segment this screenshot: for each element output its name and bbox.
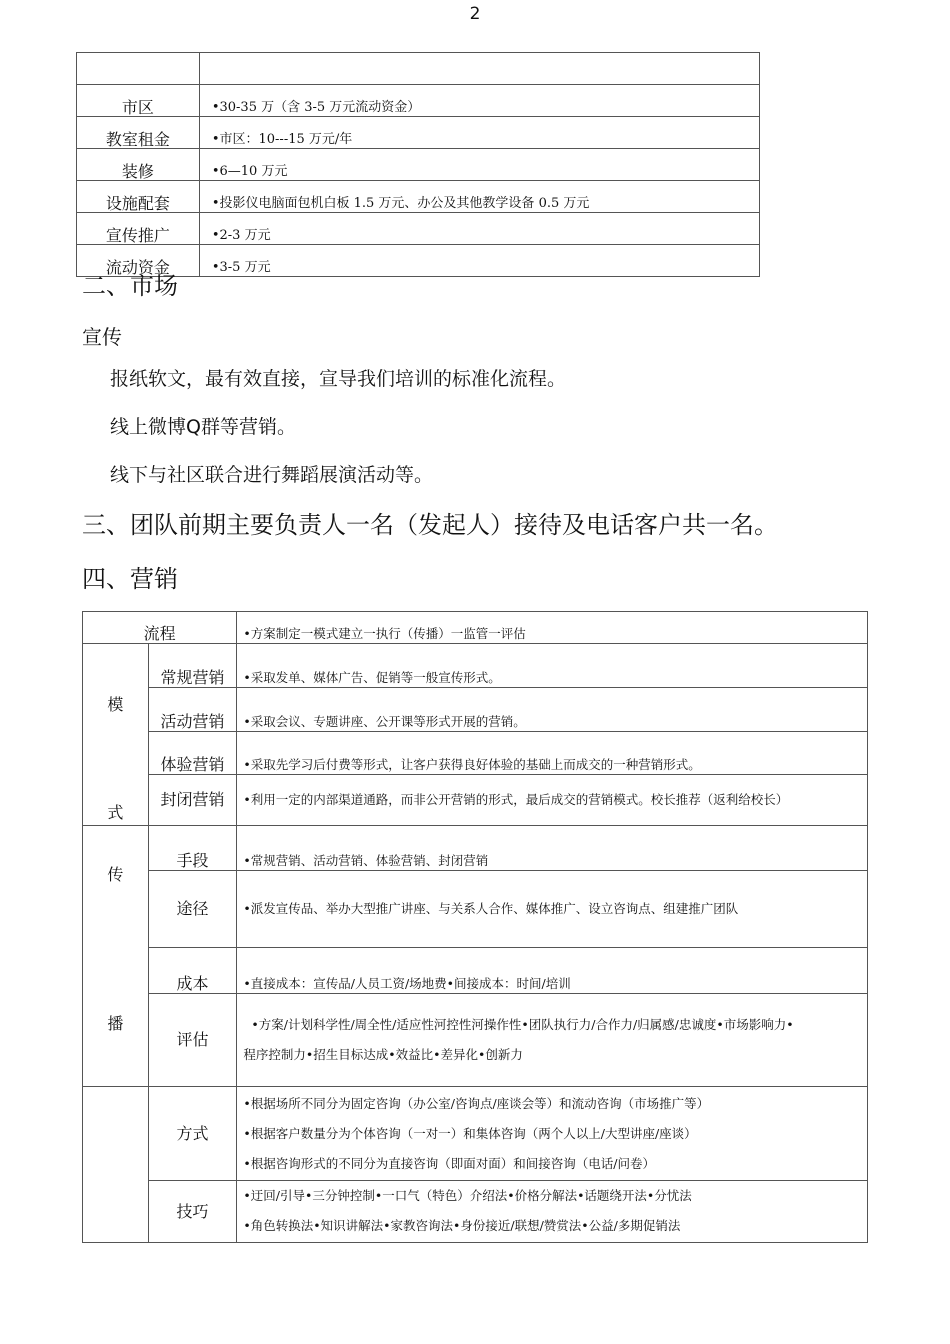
table-row xyxy=(83,826,868,871)
cost-label: 装修 xyxy=(77,149,200,181)
section-heading-marketing: 四、营销 xyxy=(82,565,178,593)
table-row xyxy=(77,149,760,181)
spread-label: 手段 xyxy=(148,826,237,871)
consult-value-line: •根据场所不同分为固定咨询（办公室/咨询点/座谈会等）和流动咨询（市场推广等） xyxy=(243,1096,710,1111)
cost-value: •投影仪电脑面包机白板 1.5 万元、办公及其他教学设备 0.5 万元 xyxy=(199,181,759,213)
mode-category-char: 模 xyxy=(107,695,124,714)
spread-value-line: 程序控制力•招生目标达成•效益比•差异化•创新力 xyxy=(243,1046,523,1062)
spread-value-line: •方案/计划科学性/周全性/适应性河控性河操作性•团队执行力/合作力/归属感/忠诚度•市场影响力• xyxy=(251,1016,794,1032)
section-heading-team: 三、团队前期主要负责人一名（发起人）接待及电话客户共一名。 xyxy=(82,511,778,539)
consult-value-line: •角色转换法•知识讲解法•家教咨询法•身份接近/联想/赞赏法•公益/多期促销法 xyxy=(243,1218,681,1233)
empty-cell xyxy=(77,53,200,85)
mode-label: 活动营销 xyxy=(148,688,237,731)
spread-value xyxy=(237,994,868,1087)
spread-value: •直接成本：宣传品/人员工资/场地费•间接成本：时间/培训 xyxy=(237,947,868,994)
cost-label: 流动资金 xyxy=(77,245,200,277)
table-row xyxy=(77,117,760,149)
table-row xyxy=(77,85,760,117)
table-row xyxy=(77,245,760,277)
consult-label: 方式 xyxy=(148,1087,237,1181)
cost-value: •6—10 万元 xyxy=(199,149,759,181)
consult-value-line: •迂回/引导•三分钟控制•一口气（特色）介绍法•价格分解法•话题绕开法•分忧法 xyxy=(243,1188,692,1203)
table-row xyxy=(77,181,760,213)
marketing-table xyxy=(82,611,868,1243)
cost-label: 宣传推广 xyxy=(77,213,200,245)
table-row xyxy=(77,213,760,245)
table-row xyxy=(77,53,760,85)
paragraph: 线下与社区联合进行舞蹈展演活动等。 xyxy=(110,464,434,486)
mode-value: •利用一定的内部渠道通路，而非公开营销的形式，最后成交的营销模式。校长推荐（返利给校长） xyxy=(237,774,868,825)
mode-category xyxy=(83,644,149,826)
consult-value xyxy=(237,1181,868,1243)
cost-value: •30-35 万（含 3-5 万元流动资金） xyxy=(199,85,759,117)
cost-value: •市区：10---15 万元/年 xyxy=(199,117,759,149)
process-label: 流程 xyxy=(83,612,237,644)
spread-value: •常规营销、活动营销、体验营销、封闭营销 xyxy=(237,826,868,871)
consult-value-line: •根据客户数量分为个体咨询（一对一）和集体咨询（两个人以上/大型讲座/座谈） xyxy=(243,1126,697,1141)
mode-value: •采取会议、专题讲座、公开课等形式开展的营销。 xyxy=(237,688,868,731)
consult-value-line: •根据咨询形式的不同分为直接咨询（即面对面）和间接咨询（电话/问卷） xyxy=(243,1156,655,1171)
cost-table xyxy=(76,52,760,277)
subheading-promotion: 宣传 xyxy=(82,325,122,349)
spread-label: 成本 xyxy=(148,947,237,994)
page-number: 2 xyxy=(469,4,481,24)
consult-label: 技巧 xyxy=(148,1181,237,1243)
paragraph: 线上微博Q群等营销。 xyxy=(110,416,296,438)
section-heading-market: 二、市场 xyxy=(82,272,178,300)
cost-value: •3-5 万元 xyxy=(199,245,759,277)
table-row xyxy=(83,1181,868,1243)
consult-category-empty xyxy=(83,1087,149,1243)
table-row xyxy=(83,1087,868,1181)
table-row xyxy=(83,947,868,994)
mode-value: •采取发单、媒体广告、促销等一般宣传形式。 xyxy=(237,644,868,688)
mode-label: 常规营销 xyxy=(148,644,237,688)
mode-value: •采取先学习后付费等形式，让客户获得良好体验的基础上而成交的一种营销形式。 xyxy=(237,731,868,774)
table-row xyxy=(83,774,868,825)
mode-category-char: 式 xyxy=(107,803,124,822)
consult-value xyxy=(237,1087,868,1181)
process-value: •方案制定一模式建立一执行（传播）一监管一评估 xyxy=(237,612,868,644)
table-row xyxy=(83,644,868,688)
spread-label: 评估 xyxy=(148,994,237,1087)
empty-cell xyxy=(199,53,759,85)
spread-category xyxy=(83,826,149,1087)
cost-value: •2-3 万元 xyxy=(199,213,759,245)
table-row xyxy=(83,871,868,948)
spread-category-char: 传 xyxy=(107,865,124,884)
table-row xyxy=(83,731,868,774)
cost-label: 教室租金 xyxy=(77,117,200,149)
table-row xyxy=(83,688,868,731)
table-row xyxy=(83,994,868,1087)
mode-label: 封闭营销 xyxy=(148,774,237,825)
paragraph: 报纸软文，最有效直接，宣导我们培训的标准化流程。 xyxy=(110,368,567,390)
cost-label: 市区 xyxy=(77,85,200,117)
cost-label: 设施配套 xyxy=(77,181,200,213)
spread-value: •派发宣传品、举办大型推广讲座、与关系人合作、媒体推广、设立咨询点、组建推广团队 xyxy=(237,871,868,948)
spread-category-char: 播 xyxy=(107,1014,124,1033)
spread-label: 途径 xyxy=(148,871,237,948)
table-row xyxy=(83,612,868,644)
mode-label: 体验营销 xyxy=(148,731,237,774)
